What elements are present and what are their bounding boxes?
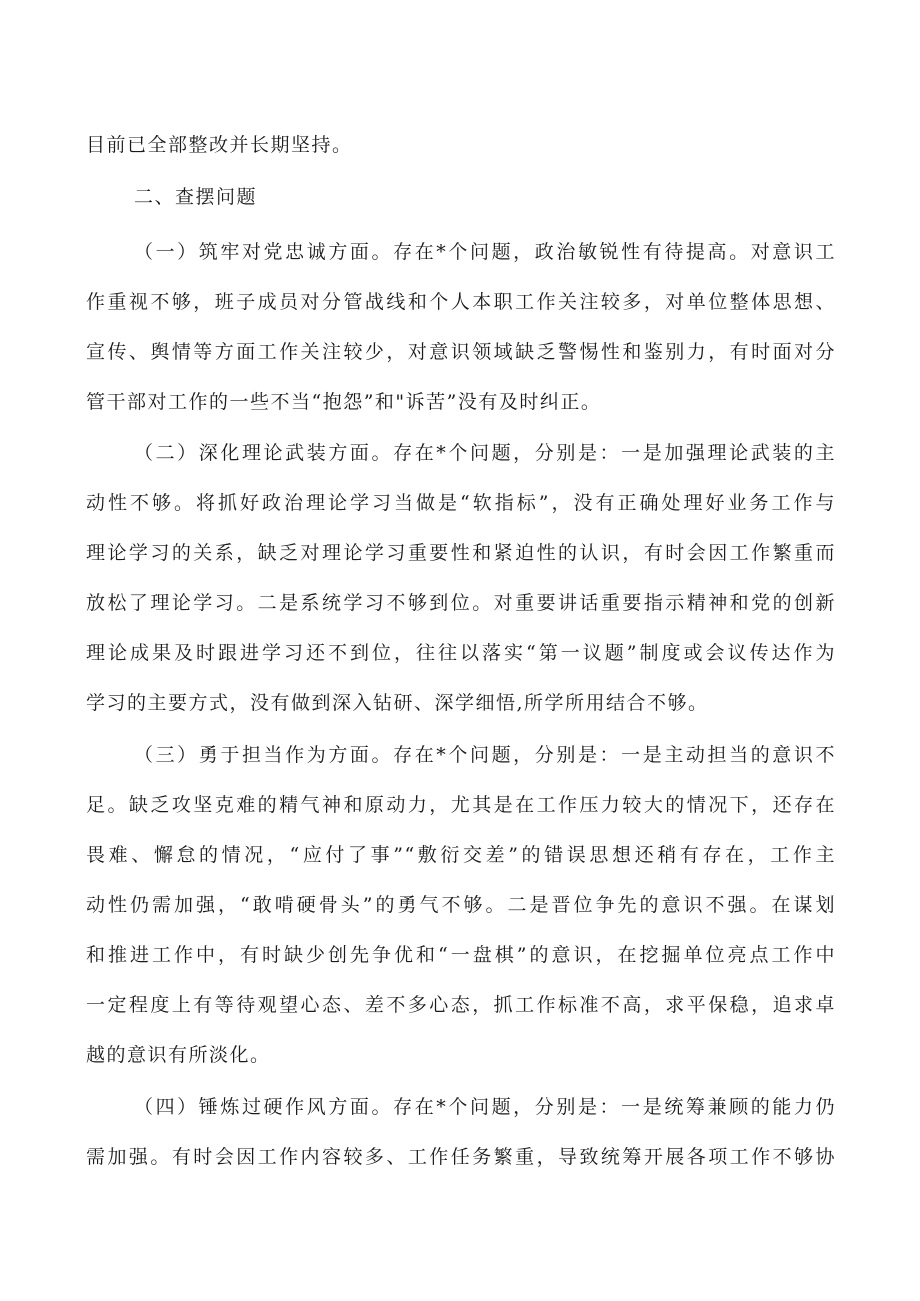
text-line: 和推进工作中，有时缺少创先争优和“一盘棋”的意识，在挖掘单位亮点工作中 — [86, 944, 836, 966]
text-line: 作重视不够，班子成员对分管战线和个人本职工作关注较多，对单位整体思想、 — [86, 291, 836, 313]
text-line: 足。缺乏攻坚克难的精气神和原动力，尤其是在工作压力较大的情况下，还存在 — [86, 794, 836, 816]
text-line: （四）锤炼过硬作风方面。存在*个问题，分别是：一是统筹兼顾的能力仍 — [134, 1096, 836, 1118]
text-line: （二）深化理论武装方面。存在*个问题，分别是：一是加强理论武装的主 — [134, 442, 836, 464]
text-line: 学习的主要方式，没有做到深入钻研、深学细悟,所学所用结合不够。 — [86, 692, 709, 714]
text-line: 理论学习的关系，缺乏对理论学习重要性和紧迫性的认识，有时会因工作繁重而 — [86, 542, 836, 564]
text-line: 动性不够。将抓好政治理论学习当做是“软指标”，没有正确处理好业务工作与 — [86, 492, 836, 514]
text-line: 目前已全部整改并长期坚持。 — [86, 134, 353, 156]
text-line: 理论成果及时跟进学习还不到位，往往以落实“第一议题”制度或会议传达作为 — [86, 642, 836, 664]
text-line: 管干部对工作的一些不当“抱怨”和"诉苦”没有及时纠正。 — [86, 391, 602, 413]
text-line: 放松了理论学习。二是系统学习不够到位。对重要讲话重要指示精神和党的创新 — [86, 592, 836, 614]
text-line: 需加强。有时会因工作内容较多、工作任务繁重，导致统筹开展各项工作不够协 — [86, 1146, 836, 1168]
text-line: 宣传、舆情等方面工作关注较少，对意识领域缺乏警惕性和鉴别力，有时面对分 — [86, 341, 836, 363]
text-line: （一）筑牢对党忠诚方面。存在*个问题，政治敏锐性有待提高。对意识工 — [134, 241, 836, 263]
text-line: （三）勇于担当作为方面。存在*个问题，分别是：一是主动担当的意识不 — [134, 744, 836, 766]
text-line: 越的意识有所淡化。 — [86, 1044, 271, 1066]
section-heading: 二、查摆问题 — [134, 186, 258, 208]
text-line: 动性仍需加强，“敢啃硬骨头”的勇气不够。二是晋位争先的意识不强。在谋划 — [86, 894, 836, 916]
text-line: 一定程度上有等待观望心态、差不多心态，抓工作标准不高，求平保稳，追求卓 — [86, 994, 836, 1016]
text-line: 畏难、懈怠的情况，“应付了事”“敷衍交差”的错误思想还稍有存在，工作主 — [86, 844, 836, 866]
